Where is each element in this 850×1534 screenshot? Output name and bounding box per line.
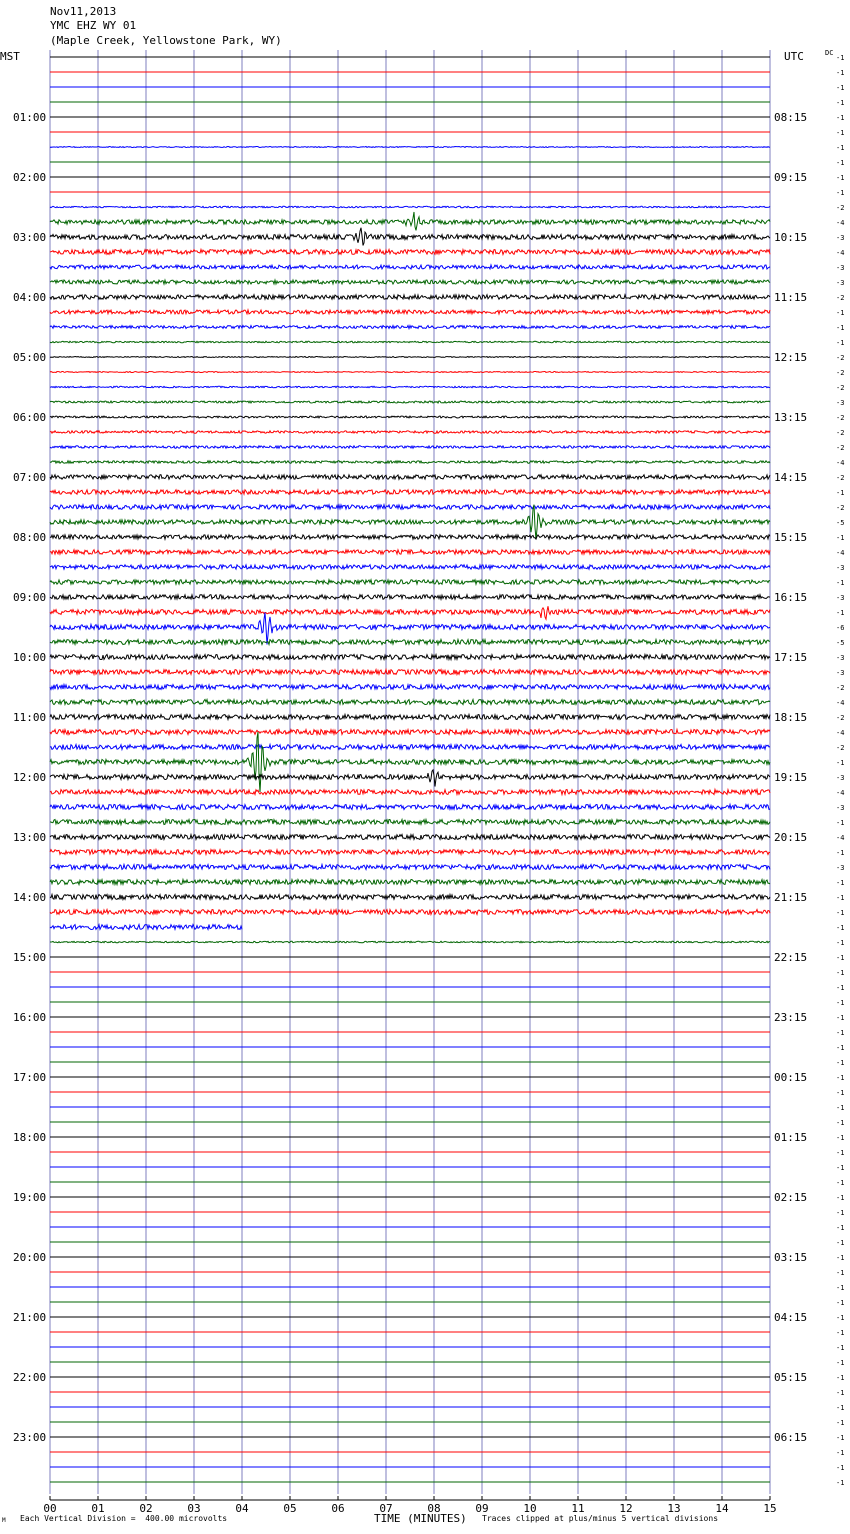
seismic-trace [50, 535, 770, 539]
right-timezone-label: UTC [784, 50, 804, 63]
mst-hour-label: 22:00 [13, 1371, 47, 1384]
mst-hour-label: 13:00 [13, 831, 47, 844]
dc-offset-value: -4 [836, 219, 845, 227]
seismic-trace [50, 357, 770, 358]
dc-offset-value: -1 [836, 489, 845, 497]
station-location: (Maple Creek, Yellowstone Park, WY) [50, 34, 282, 47]
dc-offset-value: -4 [836, 699, 845, 707]
dc-offset-value: -3 [836, 654, 845, 662]
dc-offset-value: -1 [836, 174, 845, 182]
seismic-trace [50, 295, 770, 299]
dc-offset-value: -1 [836, 129, 845, 137]
x-tick-label: 11 [571, 1502, 585, 1515]
utc-hour-label: 19:15 [774, 771, 808, 784]
seismic-trace [50, 250, 770, 255]
seismic-trace [50, 910, 770, 915]
dc-offset-value: -1 [836, 1254, 845, 1262]
dc-offset-value: -1 [836, 849, 845, 857]
seismic-trace [50, 461, 770, 463]
dc-offset-value: -1 [836, 1374, 845, 1382]
dc-offset-value: -1 [836, 1029, 845, 1037]
mst-hour-label: 20:00 [13, 1251, 47, 1264]
dc-offset-value: -2 [836, 414, 845, 422]
dc-offset-value: -1 [836, 1059, 845, 1067]
seismic-trace [50, 147, 770, 148]
x-tick-label: 00 [43, 1502, 57, 1515]
dc-offset-value: -1 [836, 1239, 845, 1247]
utc-hour-label: 02:15 [774, 1191, 808, 1204]
dc-offset-value: -1 [836, 1284, 845, 1292]
utc-hour-label: 10:15 [774, 231, 808, 244]
x-tick-label: 06 [331, 1502, 345, 1515]
clip-note: Traces clipped at plus/minus 5 vertical divisions [482, 1514, 719, 1523]
dc-offset-value: -1 [836, 924, 845, 932]
seismic-trace [50, 655, 770, 660]
dc-offset-value: -1 [836, 1044, 845, 1052]
dc-offset-value: -3 [836, 564, 845, 572]
seismic-trace [50, 790, 770, 795]
dc-offset-value: -3 [836, 279, 845, 287]
dc-offset-value: -1 [836, 879, 845, 887]
seismic-trace [50, 732, 770, 792]
mst-hour-label: 11:00 [13, 711, 47, 724]
dc-offset-value: -1 [836, 1074, 845, 1082]
seismic-trace [50, 265, 770, 269]
utc-hour-label: 09:15 [774, 171, 808, 184]
dc-offset-value: -1 [836, 1389, 845, 1397]
utc-hour-label: 03:15 [774, 1251, 808, 1264]
utc-hour-label: 13:15 [774, 411, 808, 424]
x-tick-label: 01 [91, 1502, 105, 1515]
seismic-trace [50, 280, 770, 284]
seismic-trace [50, 490, 770, 494]
x-tick-label: 12 [619, 1502, 633, 1515]
dc-offset-value: -4 [836, 834, 845, 842]
dc-offset-value: -3 [836, 234, 845, 242]
x-tick-label: 13 [667, 1502, 681, 1515]
dc-offset-value: -2 [836, 384, 845, 392]
dc-offset-value: -3 [836, 864, 845, 872]
dc-offset-value: -1 [836, 84, 845, 92]
seismic-trace [50, 770, 770, 787]
seismic-trace [50, 372, 770, 373]
dc-offset-value: -4 [836, 729, 845, 737]
dc-offset-value: -1 [836, 759, 845, 767]
seismic-trace [50, 386, 770, 387]
dc-offset-value: -1 [836, 954, 845, 962]
seismic-trace [50, 700, 770, 705]
station-code: YMC EHZ WY 01 [50, 19, 137, 32]
x-tick-label: 05 [283, 1502, 297, 1515]
dc-offset-value: -1 [836, 1404, 845, 1412]
dc-offset-value: -1 [836, 114, 845, 122]
seismic-trace [50, 805, 770, 810]
corner-mark: M [2, 1517, 6, 1524]
dc-offset-value: -1 [836, 1089, 845, 1097]
dc-offset-value: -1 [836, 309, 845, 317]
seismic-trace [50, 730, 770, 735]
seismic-trace [50, 326, 770, 329]
utc-hour-label: 01:15 [774, 1131, 808, 1144]
dc-offset-value: -1 [836, 324, 845, 332]
dc-offset-value: -1 [836, 1419, 845, 1427]
plot-date: Nov11,2013 [50, 5, 117, 18]
dc-offset-value: -1 [836, 1179, 845, 1187]
mst-hour-label: 07:00 [13, 471, 47, 484]
dc-offset-value: -2 [836, 204, 845, 212]
mst-hour-label: 15:00 [13, 951, 47, 964]
utc-hour-label: 18:15 [774, 711, 808, 724]
seismic-trace [50, 685, 770, 690]
seismic-trace [50, 206, 770, 207]
dc-offset-value: -1 [836, 99, 845, 107]
seismic-trace [50, 640, 770, 645]
seismic-trace [50, 595, 770, 599]
utc-hour-label: 17:15 [774, 651, 808, 664]
dc-offset-value: -2 [836, 714, 845, 722]
mst-hour-label: 10:00 [13, 651, 47, 664]
seismic-trace [50, 745, 770, 750]
seismic-trace [50, 505, 770, 509]
dc-offset-value: -1 [836, 1104, 845, 1112]
dc-offset-value: -4 [836, 459, 845, 467]
x-tick-label: 09 [475, 1502, 489, 1515]
dc-offset-value: -1 [836, 1344, 845, 1352]
dc-offset-value: -5 [836, 519, 845, 527]
mst-hour-label: 02:00 [13, 171, 47, 184]
dc-offset-value: -1 [836, 579, 845, 587]
dc-offset-value: -5 [836, 639, 845, 647]
dc-offset-value: -1 [836, 189, 845, 197]
dc-offset-value: -2 [836, 474, 845, 482]
dc-offset-value: -1 [836, 1464, 845, 1472]
x-tick-label: 03 [187, 1502, 201, 1515]
seismic-trace [50, 941, 770, 942]
dc-offset-value: -1 [836, 1434, 845, 1442]
dc-offset-value: -1 [836, 1194, 845, 1202]
dc-offset-value: -1 [836, 1134, 845, 1142]
left-timezone-label: MST [0, 50, 20, 63]
utc-hour-label: 21:15 [774, 891, 808, 904]
dc-offset-value: -3 [836, 804, 845, 812]
dc-offset-value: -1 [836, 1164, 845, 1172]
utc-hour-label: 14:15 [774, 471, 808, 484]
dc-offset-value: -2 [836, 429, 845, 437]
dc-offset-value: -1 [836, 54, 845, 62]
utc-hour-label: 11:15 [774, 291, 808, 304]
dc-offset-value: -1 [836, 1209, 845, 1217]
dc-offset-value: -1 [836, 1149, 845, 1157]
seismic-trace [50, 446, 770, 448]
mst-hour-label: 01:00 [13, 111, 47, 124]
utc-hour-label: 00:15 [774, 1071, 808, 1084]
dc-offset-value: -1 [836, 819, 845, 827]
seismic-trace [50, 613, 770, 645]
mst-hour-label: 06:00 [13, 411, 47, 424]
seismic-trace [50, 565, 770, 569]
mst-hour-label: 23:00 [13, 1431, 47, 1444]
seismic-trace [50, 341, 770, 342]
mst-hour-label: 21:00 [13, 1311, 47, 1324]
seismic-trace [50, 580, 770, 584]
dc-offset-value: -2 [836, 294, 845, 302]
dc-offset-value: -1 [836, 1014, 845, 1022]
dc-offset-value: -1 [836, 159, 845, 167]
seismic-trace [50, 895, 770, 900]
x-tick-label: 02 [139, 1502, 153, 1515]
dc-offset-value: -6 [836, 624, 845, 632]
mst-hour-label: 08:00 [13, 531, 47, 544]
seismic-trace [50, 401, 770, 403]
dc-offset-value: -3 [836, 264, 845, 272]
mst-hour-label: 16:00 [13, 1011, 47, 1024]
mst-hour-label: 17:00 [13, 1071, 47, 1084]
dc-offset-value: -1 [836, 984, 845, 992]
dc-offset-value: -1 [836, 1329, 845, 1337]
dc-offset-value: -2 [836, 684, 845, 692]
utc-hour-label: 23:15 [774, 1011, 808, 1024]
dc-offset-value: -1 [836, 1224, 845, 1232]
seismic-trace [50, 835, 770, 840]
x-tick-label: 07 [379, 1502, 393, 1515]
mst-hour-label: 12:00 [13, 771, 47, 784]
dc-offset-value: -3 [836, 594, 845, 602]
mst-hour-label: 03:00 [13, 231, 47, 244]
dc-offset-value: -1 [836, 534, 845, 542]
dc-offset-value: -2 [836, 354, 845, 362]
dc-offset-value: -1 [836, 144, 845, 152]
dc-offset-value: -3 [836, 669, 845, 677]
seismic-trace [50, 228, 770, 246]
dc-offset-value: -1 [836, 939, 845, 947]
mst-hour-label: 05:00 [13, 351, 47, 364]
dc-offset-value: -1 [836, 909, 845, 917]
seismic-trace [50, 212, 770, 230]
dc-offset-value: -1 [836, 1359, 845, 1367]
seismic-trace [50, 715, 770, 720]
seismic-trace [50, 431, 770, 433]
dc-offset-value: -1 [836, 1299, 845, 1307]
dc-offset-value: -4 [836, 549, 845, 557]
utc-hour-label: 06:15 [774, 1431, 808, 1444]
dc-offset-value: -3 [836, 774, 845, 782]
x-axis-title: TIME (MINUTES) [374, 1512, 467, 1525]
seismic-trace [50, 850, 770, 855]
utc-hour-label: 05:15 [774, 1371, 808, 1384]
seismic-trace [50, 820, 770, 825]
utc-hour-label: 04:15 [774, 1311, 808, 1324]
dc-offset-value: -2 [836, 369, 845, 377]
seismic-trace [50, 606, 770, 619]
dc-offset-header: DC [825, 49, 834, 57]
seismic-trace [50, 880, 770, 885]
dc-offset-value: -1 [836, 1119, 845, 1127]
seismic-trace [50, 310, 770, 314]
x-tick-label: 14 [715, 1502, 729, 1515]
seismic-trace [50, 550, 770, 554]
dc-offset-value: -1 [836, 1449, 845, 1457]
utc-hour-label: 20:15 [774, 831, 808, 844]
utc-hour-label: 08:15 [774, 111, 808, 124]
x-tick-label: 15 [763, 1502, 777, 1515]
dc-offset-value: -4 [836, 789, 845, 797]
dc-offset-value: -4 [836, 249, 845, 257]
seismic-trace [50, 865, 770, 870]
seismic-trace [50, 475, 770, 479]
x-tick-label: 08 [427, 1502, 441, 1515]
dc-offset-value: -1 [836, 1479, 845, 1487]
seismic-trace [50, 670, 770, 675]
seismic-trace [50, 505, 770, 540]
mst-hour-label: 04:00 [13, 291, 47, 304]
scale-note: Each Vertical Division = 400.00 microvolts [20, 1514, 228, 1523]
dc-offset-value: -1 [836, 1269, 845, 1277]
dc-offset-value: -1 [836, 969, 845, 977]
mst-hour-label: 14:00 [13, 891, 47, 904]
dc-offset-value: -1 [836, 609, 845, 617]
dc-offset-value: -2 [836, 504, 845, 512]
dc-offset-value: -1 [836, 69, 845, 77]
mst-hour-label: 09:00 [13, 591, 47, 604]
dc-offset-value: -1 [836, 1314, 845, 1322]
utc-hour-label: 15:15 [774, 531, 808, 544]
dc-offset-value: -1 [836, 999, 845, 1007]
mst-hour-label: 19:00 [13, 1191, 47, 1204]
mst-hour-label: 18:00 [13, 1131, 47, 1144]
x-tick-label: 10 [523, 1502, 537, 1515]
x-tick-label: 04 [235, 1502, 249, 1515]
dc-offset-value: -3 [836, 399, 845, 407]
dc-offset-value: -2 [836, 444, 845, 452]
utc-hour-label: 12:15 [774, 351, 808, 364]
dc-offset-value: -2 [836, 744, 845, 752]
utc-hour-label: 22:15 [774, 951, 808, 964]
dc-offset-value: -1 [836, 339, 845, 347]
seismic-trace [50, 416, 770, 418]
utc-hour-label: 16:15 [774, 591, 808, 604]
dc-offset-value: -1 [836, 894, 845, 902]
